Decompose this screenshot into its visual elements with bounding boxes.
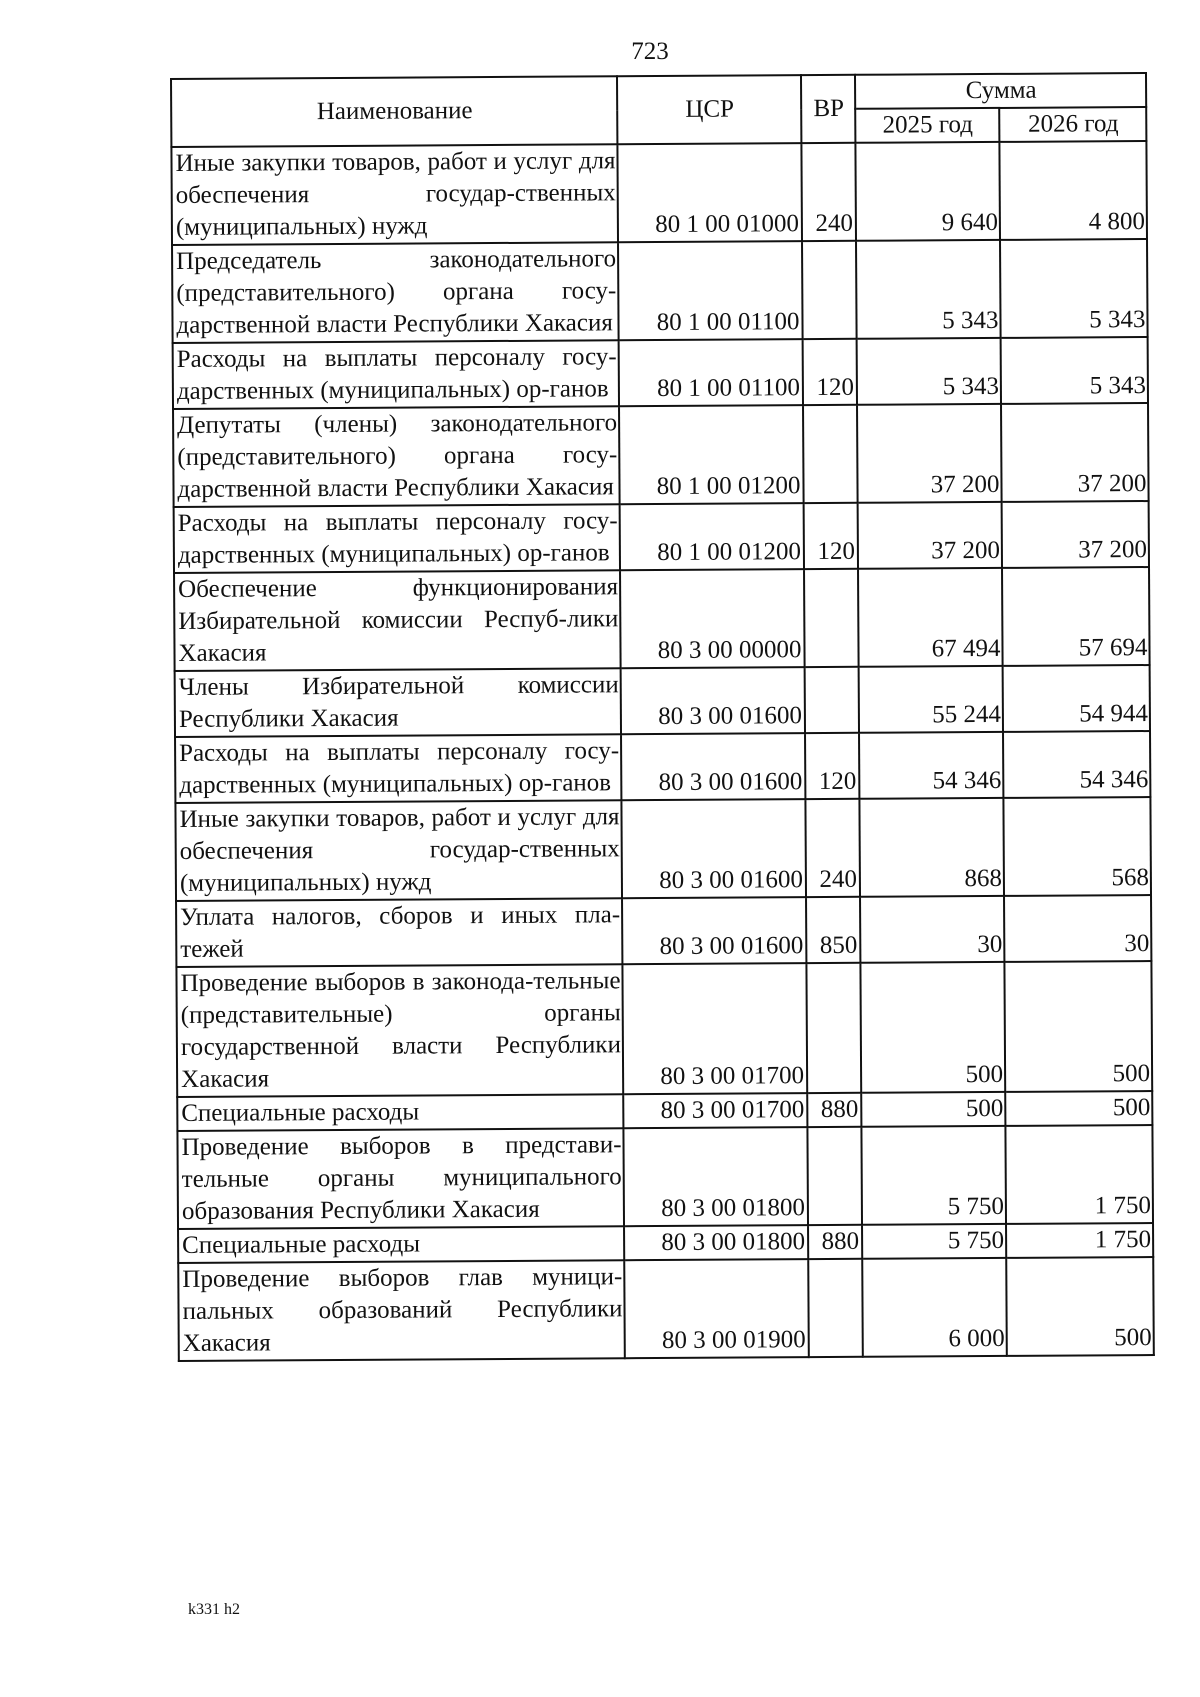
row-2025-cell: 500 bbox=[861, 1092, 1005, 1127]
row-2026-cell: 37 200 bbox=[1001, 403, 1149, 502]
row-2026-cell: 4 800 bbox=[999, 141, 1147, 240]
footer-code: k331 h2 bbox=[188, 1601, 240, 1618]
row-2026-cell: 54 346 bbox=[1003, 731, 1150, 798]
row-2026-cell: 500 bbox=[1005, 1091, 1152, 1126]
budget-table-container bbox=[170, 72, 1153, 1362]
row-2025-cell: 5 343 bbox=[856, 240, 1001, 339]
header-name: Наименование bbox=[171, 76, 617, 147]
row-vr-cell: 120 bbox=[805, 733, 859, 799]
table-row bbox=[173, 403, 1149, 507]
row-csr-cell: 80 3 00 01800 bbox=[624, 1225, 808, 1260]
header-year-2025: 2025 год bbox=[855, 108, 999, 143]
row-name-cell: Специальные расходы bbox=[178, 1226, 624, 1263]
row-csr-cell: 80 3 00 01800 bbox=[623, 1127, 808, 1226]
row-name-cell: Члены Избирательной комиссии Республики Хакасия bbox=[175, 668, 621, 737]
row-2025-cell: 54 346 bbox=[859, 732, 1003, 799]
row-name-cell: Проведение выборов глав муници-пальных образований Республики Хакасия bbox=[178, 1260, 625, 1361]
table-body bbox=[171, 141, 1153, 1361]
row-csr-cell: 80 3 00 01900 bbox=[624, 1259, 809, 1358]
table-row bbox=[177, 1125, 1153, 1229]
row-vr-cell bbox=[806, 963, 861, 1093]
row-name-cell: Расходы на выплаты персоналу госу-дарственных (муниципальных) ор-ганов bbox=[174, 504, 620, 573]
header-sum: Сумма bbox=[855, 73, 1146, 109]
row-2026-cell: 37 200 bbox=[1002, 501, 1149, 568]
row-name-cell: Депутаты (члены) законодательного (представительного) органа госу-дарственной власти Республики Хакасия bbox=[173, 406, 620, 507]
row-vr-cell bbox=[802, 241, 857, 339]
table-row bbox=[175, 797, 1151, 901]
row-csr-cell: 80 3 00 01600 bbox=[621, 799, 806, 898]
row-2026-cell: 54 944 bbox=[1003, 665, 1150, 732]
row-csr-cell: 80 3 00 01600 bbox=[621, 667, 805, 734]
row-vr-cell: 880 bbox=[807, 1093, 861, 1127]
row-2025-cell: 55 244 bbox=[859, 666, 1003, 733]
row-name-cell: Иные закупки товаров, работ и услуг для обеспечения государ-ственных (муниципальных) нужд bbox=[171, 144, 618, 245]
row-2026-cell: 568 bbox=[1003, 797, 1151, 896]
row-name-cell: Уплата налогов, сборов и иных пла-тежей bbox=[176, 898, 622, 967]
table-row bbox=[176, 895, 1151, 967]
table-row bbox=[175, 665, 1150, 737]
row-2025-cell: 6 000 bbox=[862, 1258, 1007, 1357]
table-row bbox=[175, 731, 1150, 803]
table-row bbox=[173, 337, 1148, 409]
row-csr-cell: 80 1 00 01200 bbox=[620, 503, 804, 570]
budget-table bbox=[170, 72, 1155, 1362]
row-2025-cell: 5 750 bbox=[861, 1126, 1006, 1225]
table-row bbox=[172, 239, 1148, 343]
row-2025-cell: 30 bbox=[860, 896, 1004, 963]
row-vr-cell: 240 bbox=[805, 799, 860, 897]
row-csr-cell: 80 3 00 01700 bbox=[622, 963, 807, 1094]
row-vr-cell bbox=[807, 1127, 862, 1225]
table-row bbox=[174, 501, 1149, 573]
row-csr-cell: 80 3 00 00000 bbox=[620, 569, 805, 668]
row-2025-cell: 37 200 bbox=[857, 404, 1002, 503]
row-2025-cell: 67 494 bbox=[858, 568, 1003, 667]
row-csr-cell: 80 1 00 01000 bbox=[617, 143, 802, 242]
row-2025-cell: 37 200 bbox=[858, 502, 1002, 569]
row-name-cell: Проведение выборов в представи-тельные органы муниципального образования Республики Хакасия bbox=[177, 1128, 624, 1229]
row-2026-cell: 5 343 bbox=[1000, 239, 1148, 338]
header-year-2026: 2026 год bbox=[999, 107, 1146, 142]
row-2026-cell: 500 bbox=[1006, 1257, 1154, 1356]
row-vr-cell: 120 bbox=[803, 339, 857, 405]
row-vr-cell: 880 bbox=[808, 1225, 862, 1259]
row-2026-cell: 1 750 bbox=[1005, 1125, 1153, 1224]
row-csr-cell: 80 1 00 01100 bbox=[618, 241, 803, 340]
row-csr-cell: 80 1 00 01200 bbox=[619, 405, 804, 504]
table-row bbox=[178, 1257, 1154, 1361]
table-row bbox=[171, 141, 1147, 245]
row-name-cell: Расходы на выплаты персоналу госу-дарственных (муниципальных) ор-ганов bbox=[173, 340, 619, 409]
row-csr-cell: 80 3 00 01600 bbox=[622, 897, 806, 964]
row-name-cell: Расходы на выплаты персоналу госу-дарственных (муниципальных) ор-ганов bbox=[175, 734, 621, 803]
row-2026-cell: 30 bbox=[1004, 895, 1151, 962]
row-vr-cell bbox=[803, 405, 858, 503]
row-csr-cell: 80 1 00 01100 bbox=[619, 339, 803, 406]
row-2026-cell: 57 694 bbox=[1002, 567, 1150, 666]
row-vr-cell: 120 bbox=[804, 503, 858, 569]
row-2026-cell: 1 750 bbox=[1006, 1223, 1153, 1258]
row-csr-cell: 80 3 00 01600 bbox=[621, 733, 805, 800]
row-name-cell: Иные закупки товаров, работ и услуг для обеспечения государ-ственных (муниципальных) нужд bbox=[175, 800, 622, 901]
header-csr: ЦСР bbox=[617, 75, 801, 144]
table-row bbox=[176, 961, 1152, 1097]
row-vr-cell bbox=[804, 569, 859, 667]
row-vr-cell: 240 bbox=[801, 143, 856, 241]
row-2025-cell: 500 bbox=[860, 962, 1005, 1093]
row-vr-cell: 850 bbox=[806, 897, 860, 963]
row-name-cell: Обеспечение функционирования Избирательной комиссии Респуб-лики Хакасия bbox=[174, 570, 621, 671]
row-vr-cell bbox=[805, 667, 859, 733]
row-2025-cell: 5 343 bbox=[857, 338, 1001, 405]
row-vr-cell bbox=[808, 1259, 863, 1357]
row-2025-cell: 5 750 bbox=[862, 1224, 1006, 1259]
row-csr-cell: 80 3 00 01700 bbox=[623, 1093, 807, 1128]
row-2026-cell: 5 343 bbox=[1001, 337, 1148, 404]
row-name-cell: Проведение выборов в законода-тельные (представительные) органы государственной власти Республики Хакасия bbox=[176, 964, 623, 1097]
row-name-cell: Председатель законодательного (представительного) органа госу-дарственной власти Республики Хакасия bbox=[172, 242, 619, 343]
row-2025-cell: 9 640 bbox=[855, 142, 1000, 241]
row-2026-cell: 500 bbox=[1004, 961, 1152, 1092]
table-row bbox=[174, 567, 1150, 671]
header-vr: ВР bbox=[801, 75, 855, 143]
row-2025-cell: 868 bbox=[859, 798, 1004, 897]
row-name-cell: Специальные расходы bbox=[177, 1094, 623, 1131]
page-number: 723 bbox=[631, 38, 669, 65]
